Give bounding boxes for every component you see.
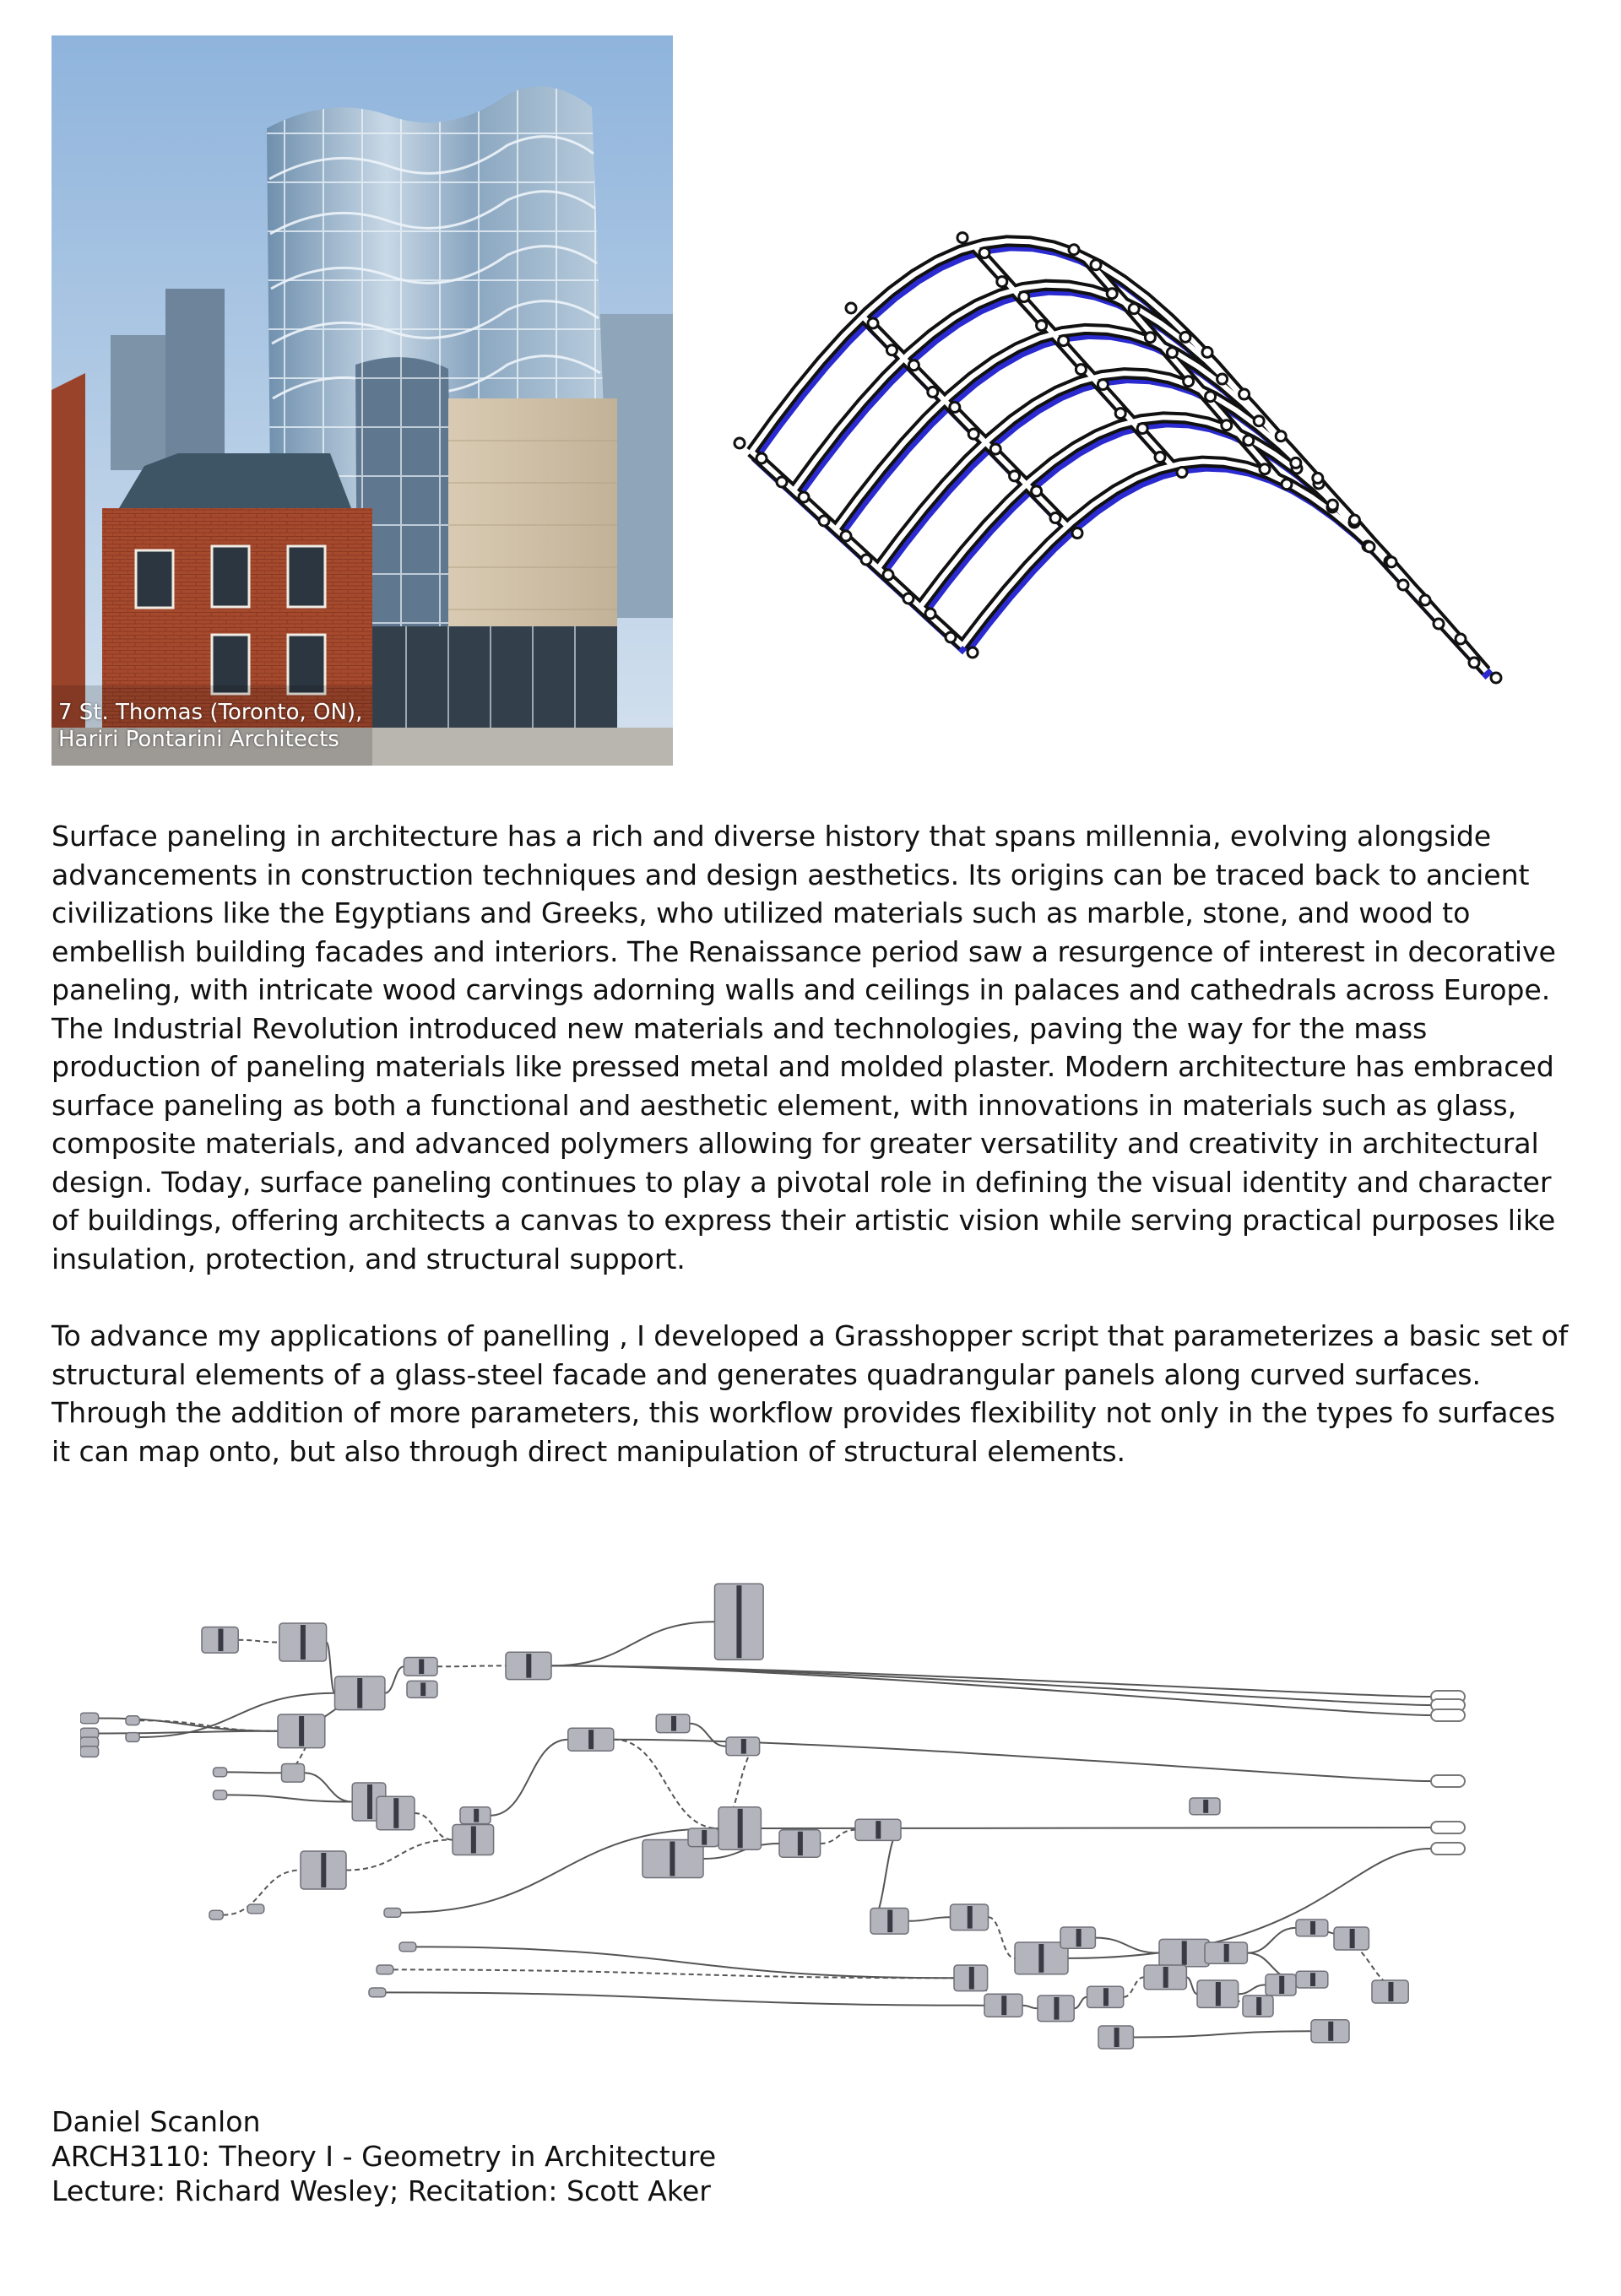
bolt	[1349, 515, 1359, 525]
bolt	[756, 453, 767, 463]
bolt	[841, 531, 851, 541]
gh-wire	[551, 1622, 715, 1665]
gh-component-label-strip	[419, 1660, 424, 1675]
bolt	[1239, 389, 1250, 399]
bolt	[1217, 374, 1228, 384]
gh-component-label-strip	[1279, 1976, 1284, 1994]
gh-component-label-strip	[1182, 1941, 1187, 1964]
gh-component-label-strip	[1076, 1929, 1082, 1947]
bolt	[1202, 347, 1212, 357]
gh-panel-output	[1431, 1822, 1465, 1833]
bolt	[1456, 634, 1466, 644]
gh-wire	[1124, 1977, 1144, 1996]
bolt	[1076, 365, 1086, 375]
gh-component-label-strip	[887, 1910, 892, 1933]
bolt	[1059, 336, 1069, 346]
bolt	[1098, 380, 1108, 390]
bolt	[1327, 500, 1337, 510]
bolt	[1032, 486, 1042, 496]
gh-component-label-strip	[299, 1716, 304, 1746]
gh-component-label-strip	[1388, 1982, 1393, 2001]
gh-component-label-strip	[1350, 1929, 1355, 1948]
gh-wire	[614, 1740, 718, 1828]
gh-component-label-strip	[968, 1906, 973, 1929]
gh-component-label-strip	[1001, 1995, 1006, 2015]
bolt	[1107, 289, 1117, 299]
gh-component	[399, 1942, 416, 1952]
bolt	[968, 647, 978, 658]
gh-component	[126, 1733, 139, 1742]
bolt	[1434, 619, 1444, 629]
credits	[52, 2104, 716, 2208]
grasshopper-paragraph: To advance my applications of panelling , I developed a Grasshopper script that parameterizes a basic set of structural elements of a glass-steel facade and generates quadrangular panels along curved surfaces. Through the addition of more parameters, this workflow provides flexibility not only in the types fo surfaces it can map onto, but also through direct manipulation of structural elements.	[52, 1319, 1569, 1468]
gh-wire	[227, 1772, 282, 1773]
photo-caption-line2: Hariri Pontarini Architects	[58, 727, 339, 752]
bolt	[957, 233, 968, 243]
gh-component-label-strip	[393, 1798, 398, 1828]
gh-component-label-strip	[670, 1842, 675, 1876]
gh-wire	[238, 1640, 279, 1643]
gh-component-label-strip	[702, 1830, 707, 1845]
gh-component-label-strip	[1310, 1921, 1315, 1935]
bolt	[1398, 580, 1408, 590]
gh-component	[369, 1988, 386, 1997]
bolt	[1206, 392, 1216, 402]
bolt	[1010, 471, 1020, 481]
bolt	[908, 360, 919, 371]
bolt	[979, 248, 989, 258]
bolt	[903, 593, 914, 604]
bolt	[928, 387, 938, 397]
gh-component	[209, 1910, 223, 1920]
gh-component-label-strip	[474, 1809, 479, 1822]
bolt	[925, 609, 935, 619]
gh-component-label-strip	[1054, 1997, 1059, 2020]
bolt	[1037, 321, 1047, 331]
gh-wire	[1022, 2006, 1038, 2009]
bolt	[950, 402, 960, 412]
gh-component-label-strip	[738, 1809, 743, 1848]
gh-wire	[1239, 1985, 1266, 1994]
gh-wire	[870, 1830, 901, 1921]
gh-wire	[415, 1813, 453, 1840]
gh-component-label-strip	[301, 1625, 306, 1660]
gh-component	[247, 1904, 264, 1914]
gh-wire	[327, 1643, 335, 1693]
gh-wire	[1095, 1938, 1159, 1953]
bolt	[1276, 431, 1286, 441]
gh-component-label-strip	[1224, 1944, 1229, 1962]
gh-component-label-strip	[1103, 1988, 1109, 2006]
bolt	[799, 492, 809, 502]
bolt	[1291, 458, 1301, 468]
gh-wire	[1247, 1928, 1296, 1953]
gh-wire	[346, 1840, 453, 1871]
gh-component-label-strip	[969, 1967, 974, 1990]
bolt	[777, 477, 787, 487]
gh-component-label-strip	[1256, 1997, 1261, 2015]
gh-wire	[908, 1917, 951, 1921]
gh-component-label-strip	[1038, 1944, 1044, 1973]
bolt	[1222, 420, 1232, 430]
bolt	[861, 555, 871, 565]
bolt	[946, 632, 956, 642]
photo-caption-line1: 7 St. Thomas (Toronto, ON),	[58, 700, 363, 725]
gh-component-label-strip	[1163, 1967, 1168, 1988]
gh-component	[282, 1764, 305, 1783]
bolt	[1420, 595, 1430, 605]
bolt	[868, 318, 878, 328]
bolt	[1177, 468, 1187, 478]
grasshopper-definition	[80, 1570, 1482, 2051]
gh-component-label-strip	[798, 1832, 803, 1855]
gh-component-label-strip	[741, 1739, 746, 1754]
gh-component-label-strip	[876, 1821, 881, 1838]
bolt	[990, 444, 1000, 454]
gh-component	[80, 1746, 99, 1757]
course-title: ARCH3110: Theory I - Geometry in Architecture	[52, 2140, 717, 2173]
bolt	[1137, 424, 1147, 434]
gh-component-label-strip	[1216, 1982, 1221, 2006]
bolt	[886, 345, 897, 355]
gh-wire	[305, 1773, 353, 1801]
gh-wire	[491, 1740, 568, 1816]
gh-wire	[690, 1724, 726, 1746]
gh-wire	[227, 1795, 353, 1801]
bolt	[997, 277, 1007, 287]
gh-wire	[551, 1665, 1431, 1715]
gh-wire	[385, 1666, 404, 1693]
bolt	[1184, 376, 1194, 387]
gh-component-label-strip	[218, 1629, 223, 1652]
bolt	[1115, 409, 1125, 419]
frame-members	[751, 241, 1489, 676]
gh-component-label-strip	[471, 1827, 476, 1854]
gh-component	[80, 1713, 99, 1724]
bolt	[1091, 260, 1101, 270]
gh-component-label-strip	[671, 1716, 676, 1731]
bolt	[968, 429, 979, 439]
bolt	[1019, 292, 1029, 302]
bolt	[883, 570, 893, 580]
bolt	[1145, 333, 1155, 343]
author-name: Daniel Scanlon	[52, 2105, 261, 2138]
bolt	[1282, 479, 1292, 490]
gh-component-label-strip	[1114, 2028, 1120, 2047]
gh-wire	[1074, 1997, 1087, 2009]
bolt	[1072, 528, 1082, 539]
gh-wire	[1133, 2031, 1311, 2037]
bolt	[1469, 658, 1479, 668]
bolt	[1050, 513, 1060, 523]
bolt	[1364, 542, 1374, 552]
body-text	[52, 817, 1571, 1470]
gh-component-label-strip	[367, 1784, 372, 1819]
gh-component	[126, 1716, 139, 1725]
gh-component-label-strip	[1203, 1800, 1208, 1813]
bolt	[1155, 452, 1165, 463]
gh-panel-output	[1431, 1843, 1465, 1855]
gh-component	[214, 1768, 227, 1777]
instructors: Lecture: Richard Wesley; Recitation: Scott Aker	[52, 2174, 711, 2207]
building-photo	[52, 35, 673, 766]
bolt	[1313, 473, 1323, 483]
bolt	[735, 438, 745, 448]
photo-caption	[58, 699, 362, 753]
gh-wire	[437, 1665, 506, 1666]
bolt	[846, 303, 856, 313]
bolt	[1254, 416, 1264, 426]
gh-component-label-strip	[736, 1585, 741, 1658]
gh-component-label-strip	[321, 1853, 326, 1887]
history-paragraph: Surface paneling in architecture has a rich and diverse history that spans millennia, evolving alongside advancements in construction techniques and design aesthetics. Its origins can be traced back to ancient civilizations like the Egyptians and Greeks, who utilized materials such as marble, stone, and wood to embellish building facades and interiors. The Renaissance period saw a resurgence of interest in decorative paneling, with intricate wood carvings adorning walls and ceilings in palaces and cathedrals across Europe. The Industrial Revolution introduced new materials and technologies, paving the way for the mass production of paneling materials like pressed metal and molded plaster. Modern architecture has embraced surface paneling as both a functional and aesthetic element, with innovations in materials such as glass, composite materials, and advanced polymers allowing for greater versatility and creativity in architectural design. Today, surface paneling continues to play a pivotal role in defining the visual identity and character of buildings, offering architects a canvas to express their artistic vision while serving practical purposes like insulation, protection, and structural support.	[52, 820, 1556, 1275]
gh-wire	[1068, 1849, 1431, 1958]
panel-frame-diagram	[726, 173, 1596, 696]
gh-panel-output	[1431, 1709, 1465, 1721]
gh-components	[80, 1584, 1408, 2049]
gh-component-label-strip	[420, 1682, 426, 1696]
gh-wire	[1186, 1977, 1197, 1994]
gh-wire	[386, 1992, 984, 2005]
gh-wire	[989, 1917, 1016, 1958]
bolt	[1244, 436, 1254, 446]
gh-component-label-strip	[357, 1678, 362, 1708]
gh-panel-output	[1431, 1775, 1465, 1787]
gh-wire	[821, 1830, 855, 1844]
bolt	[1167, 348, 1177, 358]
gh-component-label-strip	[1328, 2022, 1333, 2041]
gh-component-label-strip	[588, 1730, 594, 1749]
bolt	[1260, 464, 1270, 474]
bolt	[1386, 557, 1396, 567]
gh-component	[384, 1909, 401, 1918]
bolt	[1180, 332, 1190, 342]
bolt	[1491, 673, 1501, 683]
gh-component-label-strip	[526, 1654, 531, 1677]
gh-wire	[139, 1720, 278, 1731]
bolt	[1129, 304, 1139, 314]
bolt	[819, 516, 829, 526]
gh-component	[377, 1965, 393, 1974]
gh-component-label-strip	[1310, 1973, 1315, 1986]
bolt	[1069, 245, 1079, 255]
gh-component	[214, 1790, 227, 1800]
